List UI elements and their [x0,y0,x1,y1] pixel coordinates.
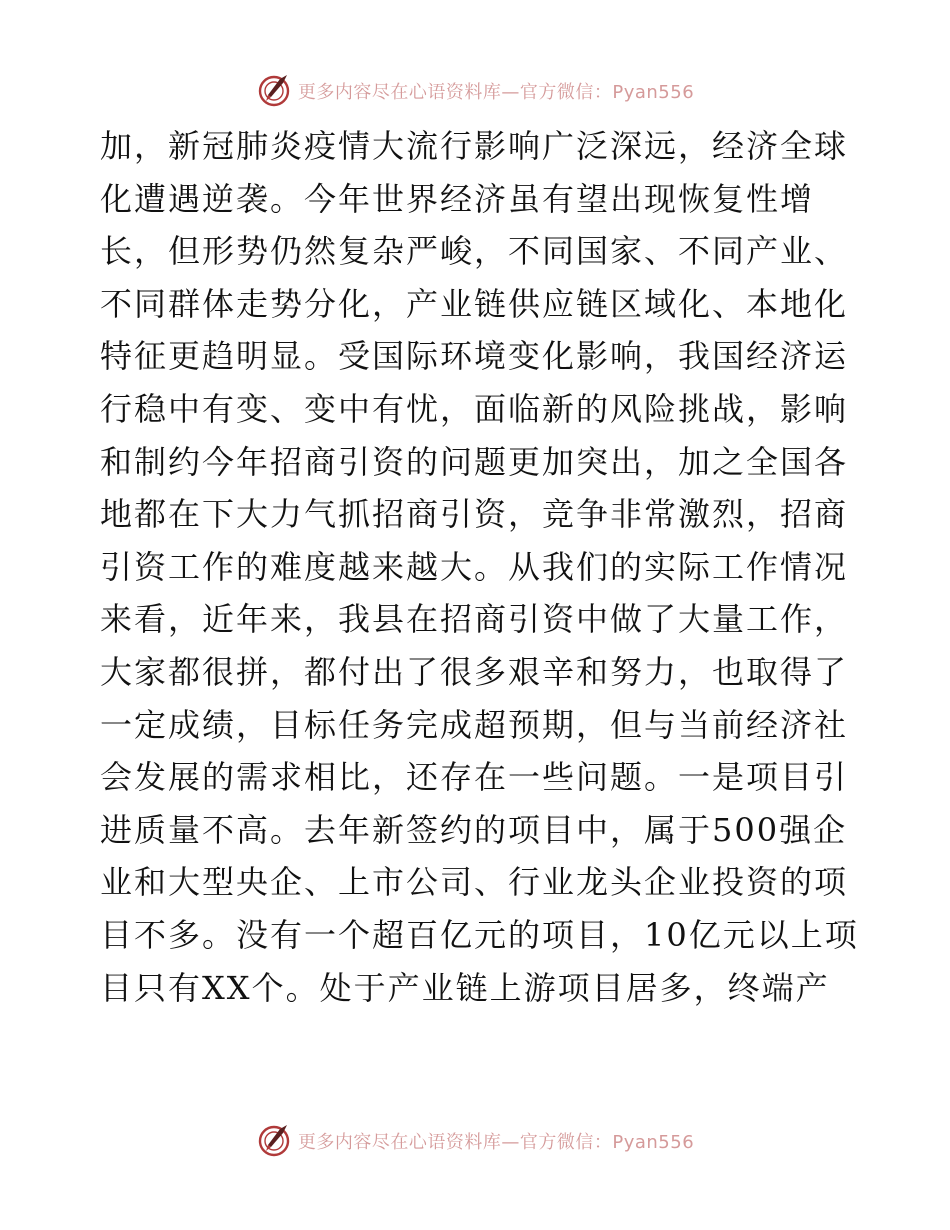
document-body [100,120,860,1014]
body-line: 大家都很拼，都付出了很多艰辛和努力，也取得了 [100,652,849,691]
body-line: 加，新冠肺炎疫情大流行影响广泛深远，经济全球 [100,127,849,165]
body-line: 行稳中有变、变中有忧，面临新的风险挑战，影响 [100,389,849,428]
quill-seal-icon [256,1123,292,1159]
footer-watermark-text: 更多内容尽在心语资料库—官方微信：Pyan556 [297,1132,695,1153]
body-line: 特征更趋明显。受国际环境变化影响，我国经济运 [100,337,849,376]
body-line: 和制约今年招商引资的问题更加突出，加之全国各 [100,442,849,481]
body-line: 长，但形势仍然复杂严峻，不同国家、不同产业、 [100,232,849,271]
body-line: 化遭遇逆袭。今年世界经济虽有望出现恢复性增 [100,179,815,218]
body-line: 来看，近年来，我县在招商引资中做了大量工作， [100,600,849,639]
quill-seal-icon [256,73,292,109]
body-line: 进质量不高。去年新签约的项目中，属于500强企 [100,810,848,849]
body-line: 引资工作的难度越来越大。从我们的实际工作情况 [100,547,849,586]
header-watermark-banner [0,71,950,111]
header-watermark-text: 更多内容尽在心语资料库—官方微信：Pyan556 [297,82,695,103]
body-line: 目不多。没有一个超百亿元的项目，10亿元以上项 [100,915,859,954]
body-line: 地都在下大力气抓招商引资，竞争非常激烈，招商 [100,495,849,534]
body-line: 不同群体走势分化，产业链供应链区域化、本地化 [100,284,849,323]
body-line: 业和大型央企、上市公司、行业龙头企业投资的项 [100,863,849,902]
footer-watermark-banner [0,1121,950,1161]
body-line: 会发展的需求相比，还存在一些问题。一是项目引 [100,758,849,797]
body-line: 一定成绩，目标任务完成超预期，但与当前经济社 [100,705,849,744]
body-line: 目只有XX个。处于产业链上游项目居多，终端产 [100,968,830,1007]
